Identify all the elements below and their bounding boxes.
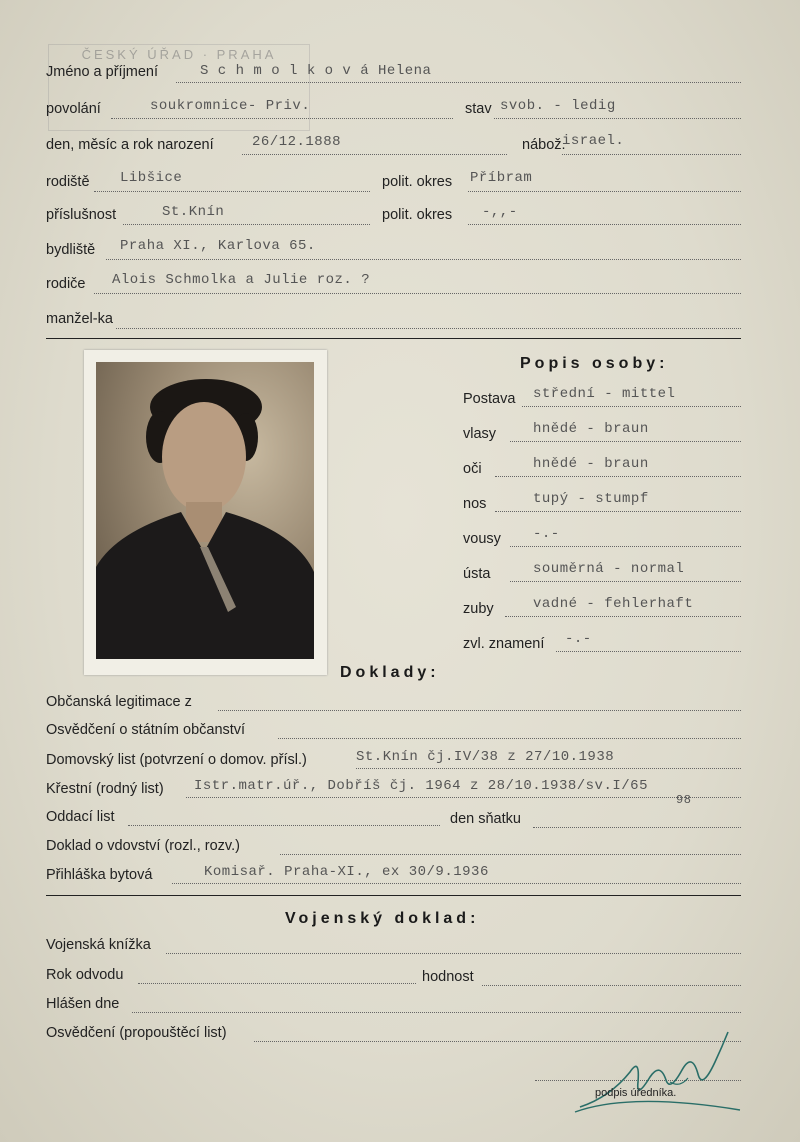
parents-line [94, 293, 741, 294]
district1-value: Příbram [470, 170, 533, 186]
desc-value-marks: -.- [565, 631, 592, 647]
id-label: Občanská legitimace z [46, 694, 192, 710]
desc-label-teeth: zuby [463, 601, 494, 617]
district2-label: polit. okres [382, 207, 453, 223]
registration-line [172, 883, 741, 884]
wedding-day-line [533, 827, 741, 828]
marriage-line [128, 825, 440, 826]
parents-label: rodiče [46, 276, 86, 292]
citizenship-label: Osvědčení o státním občanství [46, 722, 246, 738]
military-book-line [166, 953, 741, 954]
portrait-drawing [96, 362, 314, 659]
district1-line [468, 191, 741, 192]
reported-label: Hlášen dne [46, 996, 120, 1012]
desc-value-build: střední - mittel [533, 386, 676, 402]
military-book-label: Vojenská knížka [46, 937, 151, 953]
spouse-label: manžel-ka [46, 311, 113, 327]
residence-line [106, 259, 741, 260]
baptism-value: Istr.matr.úř., Dobříš čj. 1964 z 28/10.1938/sv.I/65 [194, 778, 648, 794]
desc-line-hair [510, 441, 741, 442]
status-line [494, 118, 741, 119]
military-heading: Vojenský doklad: [285, 910, 480, 927]
desc-label-build: Postava [463, 391, 516, 407]
registration-value: Komisař. Praha-XI., ex 30/9.1936 [204, 864, 489, 880]
religion-line [562, 154, 741, 155]
signature-label: podpis úředníka. [595, 1087, 677, 1099]
occupation-line [111, 118, 453, 119]
birthplace-label: rodiště [46, 174, 90, 190]
desc-line-marks [556, 651, 741, 652]
district2-value: -,,- [482, 204, 518, 220]
desc-line-mouth [510, 581, 741, 582]
desc-value-beard: -.- [533, 526, 560, 542]
domicile-line [123, 224, 370, 225]
birthplace-line [94, 191, 370, 192]
photo-frame [84, 350, 327, 675]
widow-label: Doklad o vdovství (rozl., rozv.) [46, 838, 240, 854]
baptism-line [186, 797, 741, 798]
birth-value: 26/12.1888 [252, 134, 342, 150]
widow-line [280, 854, 741, 855]
desc-label-eyes: oči [463, 461, 482, 477]
domicile-label: příslušnost [46, 207, 117, 223]
description-heading: Popis osoby: [520, 355, 669, 372]
status-value: svob. - ledig [500, 98, 616, 114]
desc-label-marks: zvl. znamení [463, 636, 545, 652]
occupation-label: povolání [46, 101, 101, 117]
rank-line [482, 985, 741, 986]
stamp-lettering: ČESKÝ ÚŘAD · PRAHA [81, 47, 277, 62]
religion-value: israel. [562, 133, 625, 149]
desc-value-hair: hnědé - braun [533, 421, 649, 437]
marriage-label: Oddací list [46, 809, 115, 825]
section-divider-top [46, 338, 741, 339]
homelist-value: St.Knín čj.IV/38 z 27/10.1938 [356, 749, 615, 765]
desc-label-beard: vousy [463, 531, 501, 547]
name-label: Jméno a příjmení [46, 64, 159, 80]
homelist-label: Domovský list (potvrzení o domov. přísl.) [46, 752, 307, 768]
section-divider-bottom [46, 895, 741, 896]
parents-value: Alois Schmolka a Julie roz. ? [112, 272, 371, 288]
desc-line-nose [495, 511, 741, 512]
discharge-label: Osvědčení (propouštěcí list) [46, 1025, 227, 1041]
district2-line [468, 224, 741, 225]
birthplace-value: Libšice [120, 170, 183, 186]
homelist-line [356, 768, 741, 769]
religion-label: nábož. [522, 137, 566, 153]
desc-line-teeth [505, 616, 741, 617]
birth-label: den, měsíc a rok narození [46, 137, 214, 153]
baptism-subscript: 98 [676, 793, 692, 807]
district1-label: polit. okres [382, 174, 453, 190]
rank-label: hodnost [422, 969, 474, 985]
name-line [176, 82, 741, 83]
baptism-label: Křestní (rodný list) [46, 781, 164, 797]
citizenship-line [278, 738, 741, 739]
birth-line [242, 154, 507, 155]
name-value: S c h m o l k o v á Helena [200, 63, 432, 79]
official-signature [570, 1022, 760, 1117]
desc-value-mouth: souměrná - normal [533, 561, 685, 577]
wedding-day-label: den sňatku [450, 811, 521, 827]
documents-heading: Doklady: [340, 664, 440, 681]
reported-line [132, 1012, 741, 1013]
residence-label: bydliště [46, 242, 96, 258]
desc-line-build [522, 406, 741, 407]
draft-year-line [138, 983, 416, 984]
desc-value-nose: tupý - stumpf [533, 491, 649, 507]
desc-line-eyes [495, 476, 741, 477]
occupation-value: soukromnice- Priv. [150, 98, 311, 114]
status-label: stav [465, 101, 492, 117]
desc-label-hair: vlasy [463, 426, 497, 442]
id-line [218, 710, 741, 711]
residence-value: Praha XI., Karlova 65. [120, 238, 316, 254]
domicile-value: St.Knín [162, 204, 225, 220]
spouse-line [116, 328, 741, 329]
desc-value-teeth: vadné - fehlerhaft [533, 596, 694, 612]
portrait-photo [96, 362, 314, 659]
desc-line-beard [510, 546, 741, 547]
registration-label: Přihláška bytová [46, 867, 153, 883]
draft-year-label: Rok odvodu [46, 967, 124, 983]
desc-label-mouth: ústa [463, 566, 491, 582]
desc-label-nose: nos [463, 496, 487, 512]
desc-value-eyes: hnědé - braun [533, 456, 649, 472]
